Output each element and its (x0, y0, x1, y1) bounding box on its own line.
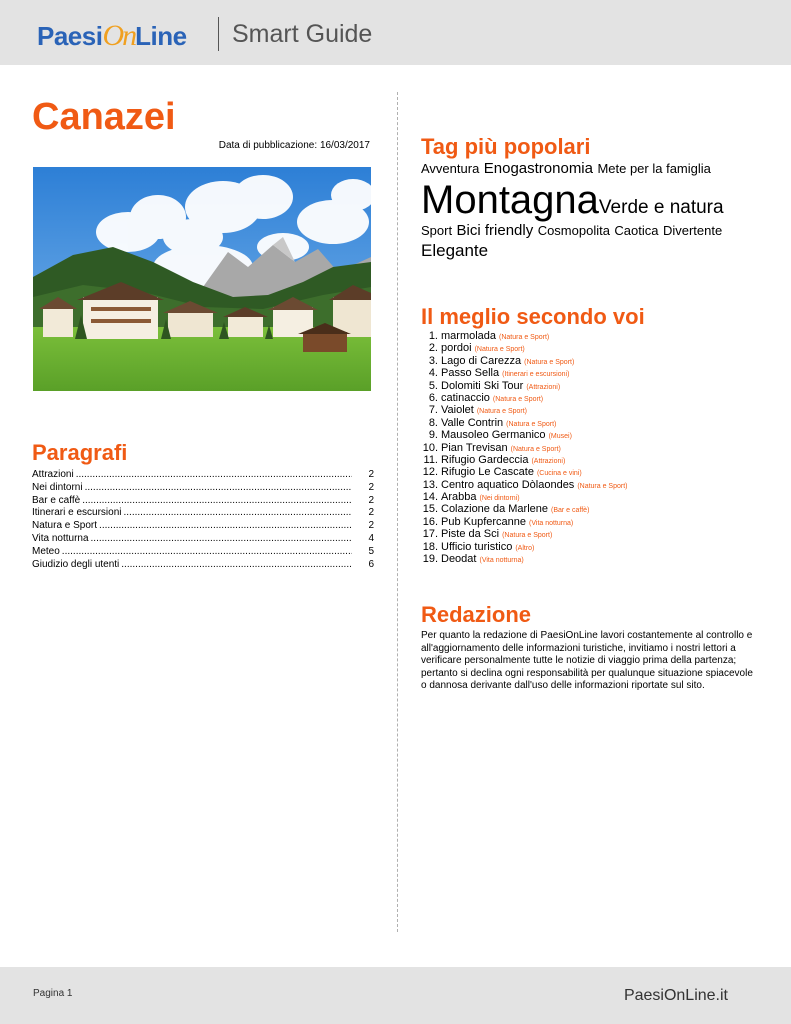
list-item[interactable] (421, 479, 761, 491)
tags-title: Tag più popolari (421, 134, 591, 159)
item-name: Centro aquatico Dòlaondes (441, 478, 575, 491)
toc-leader (91, 533, 352, 546)
table-of-contents (32, 469, 374, 571)
toc-label: Itinerari e escursioni (32, 507, 122, 519)
pubdate-label: Data di pubblicazione: (218, 140, 318, 151)
item-category: (Natura e Sport) (577, 482, 628, 490)
list-item[interactable] (421, 330, 761, 342)
item-name: Arabba (441, 491, 477, 504)
toc-label: Nei dintorni (32, 481, 83, 493)
header-divider (218, 17, 219, 51)
item-number: 10. (422, 441, 438, 454)
item-number: 18. (422, 540, 438, 553)
item-category: (Bar e caffè) (551, 507, 590, 515)
logo-wordmark (37, 19, 187, 53)
item-number: 17. (422, 528, 438, 541)
list-item[interactable] (421, 541, 761, 553)
list-item[interactable] (421, 392, 761, 404)
toc-page: 2 (368, 481, 374, 493)
item-number: 13. (422, 478, 438, 491)
list-item[interactable] (421, 429, 761, 441)
logo-part-paesi: Paesi (37, 21, 103, 51)
item-name: Ufficio turistico (441, 540, 513, 553)
publication-date (160, 140, 370, 151)
item-name: Dolomiti Ski Tour (441, 379, 524, 392)
item-category: (Vita notturna) (479, 557, 524, 565)
toc-page: 5 (368, 545, 374, 557)
toc-label: Attrazioni (32, 469, 74, 480)
item-name: Rifugio Gardeccia (441, 453, 529, 466)
item-name: Pian Trevisan (441, 441, 508, 454)
toc-page: 2 (368, 520, 374, 532)
toc-row[interactable] (32, 495, 374, 508)
item-number: 16. (422, 515, 438, 528)
header-subtitle: Smart Guide (232, 20, 373, 48)
toc-leader (85, 482, 352, 495)
logo-part-on: On (102, 19, 136, 52)
tag-divertente[interactable]: Divertente (662, 223, 723, 239)
tag-caotica[interactable]: Caotica (614, 223, 659, 239)
page-title: Canazei (32, 96, 176, 138)
toc-row[interactable] (32, 507, 374, 520)
list-item[interactable] (421, 367, 761, 379)
item-name: Vaiolet (441, 404, 474, 417)
page-footer (0, 967, 791, 1024)
item-number: 19. (422, 553, 438, 566)
item-category: (Natura e Sport) (499, 334, 550, 341)
item-category: (Nei dintorni) (479, 495, 520, 503)
item-category: (Attrazioni) (526, 383, 561, 391)
list-item[interactable] (421, 503, 761, 515)
item-number: 9. (428, 429, 438, 442)
list-item[interactable] (421, 355, 761, 367)
tag-cloud (421, 160, 761, 261)
tag-verde-natura[interactable]: Verde e natura (598, 197, 724, 219)
item-category: (Altro) (515, 544, 535, 552)
item-number: 7. (428, 404, 438, 417)
toc-row[interactable] (32, 520, 374, 533)
toc-label: Giudizio degli utenti (32, 558, 120, 570)
item-category: (Attrazioni) (531, 457, 566, 465)
toc-leader (82, 495, 352, 508)
item-name: Rifugio Le Cascate (441, 466, 534, 479)
toc-row[interactable] (32, 482, 374, 495)
list-item[interactable] (421, 553, 761, 565)
item-name: Piste da Sci (441, 528, 500, 541)
logo-part-line: Line (135, 21, 187, 51)
item-name: pordoi (441, 342, 472, 355)
item-number: 15. (422, 503, 438, 516)
list-item[interactable] (421, 466, 761, 478)
item-name: Pub Kupfercanne (441, 515, 527, 528)
list-item[interactable] (421, 404, 761, 416)
toc-label: Vita notturna (32, 532, 89, 544)
toc-leader (99, 520, 352, 533)
item-category: (Itinerari e escursioni) (502, 371, 570, 379)
item-number: 12. (422, 466, 438, 479)
item-number: 1. (428, 330, 438, 342)
tag-cosmopolita[interactable]: Cosmopolita (537, 223, 610, 239)
list-item[interactable] (421, 342, 761, 354)
item-category: (Natura e Sport) (524, 358, 575, 366)
toc-page: 4 (368, 532, 374, 544)
toc-label: Natura e Sport (32, 520, 98, 532)
page-number: Pagina 1 (33, 988, 73, 999)
item-category: (Natura e Sport) (502, 532, 553, 540)
list-item[interactable] (421, 528, 761, 540)
tag-bici-friendly[interactable]: Bici friendly (456, 222, 534, 240)
item-category: (Natura e Sport) (474, 346, 525, 354)
list-item[interactable] (421, 516, 761, 528)
toc-label: Meteo (32, 545, 60, 557)
list-item[interactable] (421, 454, 761, 466)
item-category: (Vita notturna) (529, 519, 574, 527)
toc-page: 6 (368, 558, 374, 570)
toc-label: Bar e caffè (32, 494, 81, 506)
toc-leader (121, 559, 352, 572)
toc-row[interactable] (32, 559, 374, 572)
column-divider (397, 92, 398, 932)
paragrafi-title: Paragrafi (32, 440, 128, 465)
list-item[interactable] (421, 417, 761, 429)
item-number: 5. (428, 379, 438, 392)
toc-row[interactable] (32, 469, 374, 482)
item-number: 14. (422, 491, 438, 504)
tag-sport[interactable]: Sport (421, 223, 453, 239)
item-name: Colazione da Marlene (441, 503, 549, 516)
item-name: Mausoleo Germanico (441, 429, 546, 442)
tag-mete-famiglia[interactable]: Mete per la famiglia (597, 161, 711, 176)
toc-page: 2 (368, 507, 374, 519)
best-list (421, 330, 761, 565)
best-title: Il meglio secondo voi (421, 304, 645, 329)
item-category: (Natura e Sport) (506, 420, 557, 428)
toc-page: 2 (368, 469, 374, 480)
item-number: 2. (428, 342, 438, 355)
item-number: 6. (428, 391, 438, 404)
canazei-photo (33, 167, 371, 391)
item-number: 8. (428, 416, 438, 429)
item-category: (Natura e Sport) (492, 395, 544, 403)
item-name: marmolada (441, 330, 497, 342)
item-name: Passo Sella (441, 367, 500, 380)
list-item[interactable] (421, 380, 761, 392)
toc-row[interactable] (32, 533, 374, 546)
item-category: (Musei) (548, 433, 572, 441)
tag-montagna[interactable]: Montagna (421, 178, 599, 223)
list-item[interactable] (421, 442, 761, 454)
list-item[interactable] (421, 491, 761, 503)
tag-enogastronomia[interactable]: Enogastronomia (483, 160, 593, 177)
item-number: 4. (428, 367, 438, 380)
item-category: (Natura e Sport) (510, 445, 561, 453)
item-number: 11. (423, 453, 438, 466)
item-name: Deodat (441, 553, 477, 566)
item-name: Valle Contrin (441, 416, 504, 429)
toc-leader (123, 507, 352, 520)
redazione-text: Per quanto la redazione di PaesiOnLine lavori costantemente al controllo e all'aggiornamento delle informazioni turistiche, invitiamo i nostri lettori a verificare personalmente tutte le notizie di viaggio prima della partenza; pertanto si declina ogni responsabilità per qualunque situazione spiacevole o dannosa derivante dall'uso delle informazioni riportate sul sito. (421, 630, 753, 691)
toc-row[interactable] (32, 546, 374, 559)
toc-leader (76, 469, 352, 482)
tag-elegante[interactable]: Elegante (421, 240, 489, 260)
item-number: 3. (428, 354, 438, 367)
footer-site-link[interactable]: PaesiOnLine.it (623, 987, 728, 1004)
redazione-title: Redazione (421, 602, 532, 627)
page-header (0, 0, 791, 65)
pubdate-value: 16/03/2017 (319, 140, 370, 151)
item-name: catinaccio (441, 391, 490, 404)
tag-avventura[interactable]: Avventura (421, 161, 480, 176)
item-category: (Cucina e vini) (536, 470, 582, 478)
item-category: (Natura e Sport) (476, 408, 528, 416)
item-name: Lago di Carezza (441, 354, 522, 367)
toc-leader (62, 546, 352, 559)
toc-page: 2 (368, 494, 374, 506)
